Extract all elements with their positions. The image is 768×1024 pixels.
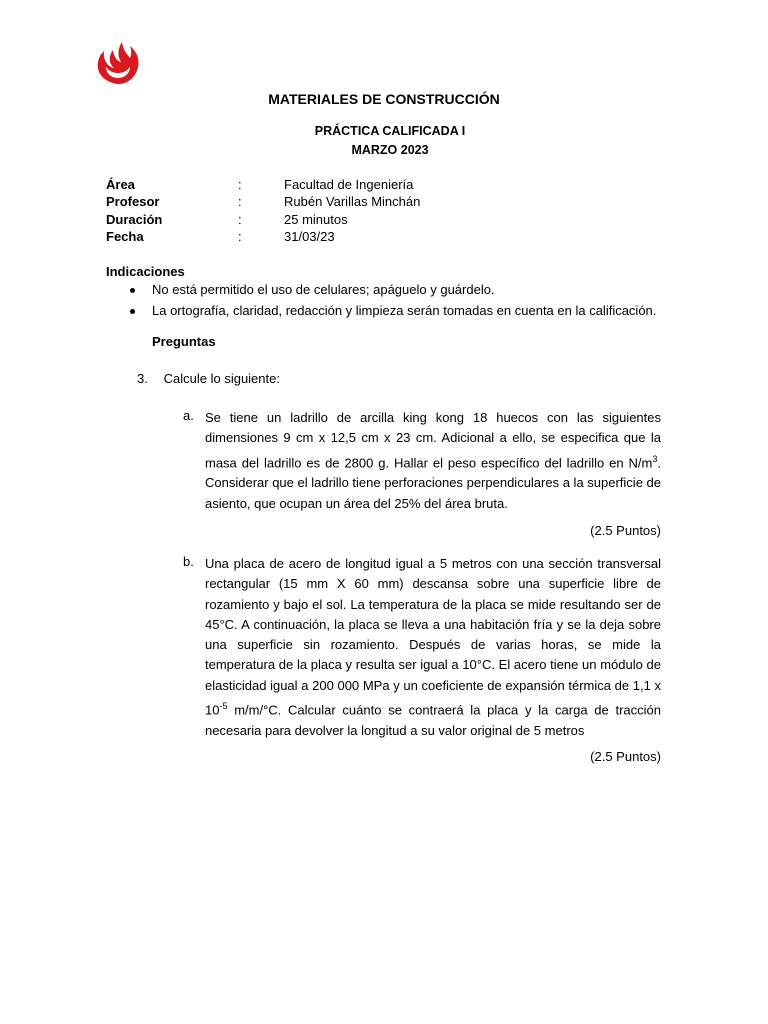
bullet-icon [130,309,135,314]
info-colon: : [238,211,242,227]
info-row-fecha [106,229,706,246]
superscript: -5 [219,701,228,712]
exam-period: MARZO 2023 [351,143,429,157]
info-label: Profesor [106,194,160,210]
indications-heading: Indicaciones [106,264,185,279]
info-label: Fecha [106,228,144,244]
bullet-icon [130,288,135,293]
question-prompt: Calcule lo siguiente: [163,371,280,386]
list-item [130,282,656,303]
info-row-area [106,177,706,194]
indication-text: No está permitido el uso de celulares; apáguelo y guárdelo. [152,282,495,297]
questions-heading: Preguntas [152,334,216,349]
item-letter: b. [183,554,194,569]
question-number: 3. [137,371,148,386]
item-text-part: Una placa de acero de longitud igual a 5 metros con una sección transversal rectangular (15 mm X 60 mm) descansa sobre una superficie libre de rozamiento y bajo el sol. La temperatura de la placa se mide resultando ser de 45°C. A continuación, la placa se lleva a una habitación fría y se la deja sobre una superficie sin rozamiento. Después de varias horas, se mide la temperatura de la placa y resulta ser igual a 10°C. El acero tiene un módulo de elasticidad igual a 200 000 MPa y un coeficiente de expansión térmica de 1,1 x 10 [205,556,661,718]
info-colon: : [238,194,242,210]
indication-text: La ortografía, claridad, redacción y limpieza serán tomadas en cuenta en la calificación. [152,303,657,318]
info-value: 31/03/23 [284,228,335,244]
info-value: Facultad de Ingeniería [284,177,414,192]
course-title: MATERIALES DE CONSTRUCCIÓN [268,91,500,107]
item-letter: a. [183,408,194,423]
info-value: Rubén Varillas Minchán [284,194,421,210]
item-text [205,554,661,741]
indications-list [130,282,656,324]
university-flame-logo [94,38,142,86]
info-label: Área [106,177,135,192]
superscript: 3 [652,453,658,464]
info-row-profesor [106,194,706,211]
info-colon: : [238,228,242,244]
item-text-part: . Considerar que el ladrillo tiene perforaciones perpendiculares a la superficie de asiento, que ocupan un área del 25% del área bruta. [205,454,661,511]
info-colon: : [238,177,242,192]
info-label: Duración [106,211,163,227]
exam-info-table [106,177,706,246]
points-label: (2.5 Puntos) [590,523,661,538]
item-text [205,408,661,514]
points-label: (2.5 Puntos) [590,749,661,764]
question-3 [137,371,280,386]
item-text-part: m/m/°C. Calcular cuánto se contraerá la placa y la carga de tracción necesaria para devolver la longitud a su valor original de 5 metros [205,702,661,738]
item-text-part: Se tiene un ladrillo de arcilla king kong 18 huecos con las siguientes dimensiones 9 cm x 12,5 cm x 23 cm. Adicional a ello, se especifica que la masa del ladrillo es de 2800 g. Hallar el peso específico del ladrillo en N/m [205,410,661,470]
exam-title: PRÁCTICA CALIFICADA I [314,124,466,138]
list-item [130,303,656,324]
info-value: 25 minutos [284,211,348,227]
info-row-duracion [106,212,706,229]
